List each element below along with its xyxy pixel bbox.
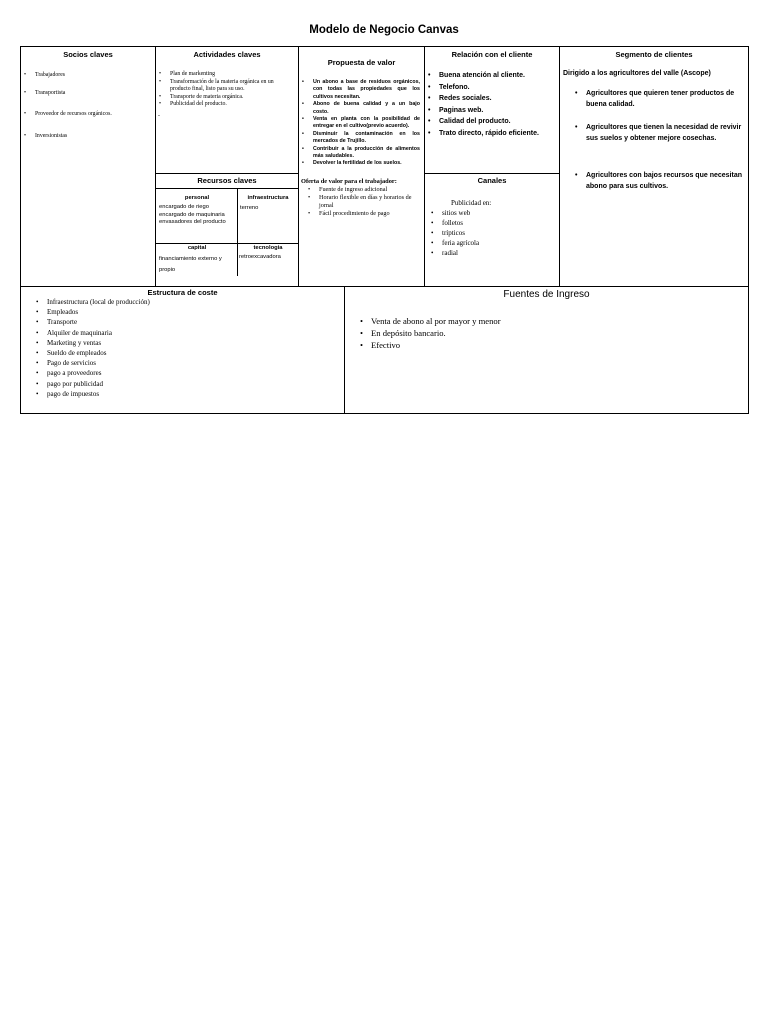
- list-item: • Calidad del producto.: [425, 116, 555, 128]
- canales-block: [424, 173, 560, 287]
- recursos-infra-label: infraestructura: [247, 195, 289, 201]
- costes-list: [21, 297, 344, 399]
- list-item: • trípticos: [428, 228, 559, 238]
- list-item: • En depósito bancario.: [357, 327, 748, 339]
- relacion-heading: Relación con el cliente: [451, 50, 533, 59]
- ingresos-list: [345, 315, 748, 351]
- list-item: • Un abono a base de residuos orgánicos, con todas las propiedades que los cultivos necesitan.: [299, 79, 420, 101]
- list-item: • Devolver la fertilidad de los suelos.: [299, 160, 420, 167]
- ingresos-heading: Fuentes de Ingreso: [503, 289, 590, 300]
- list-item: • Agricultores con bajos recursos que necesitan abono para sus cultivos.: [572, 170, 742, 192]
- list-item: • Proveedor de recursos orgánicos.: [21, 111, 155, 119]
- list-item: • Transporte de materia orgánica.: [156, 94, 292, 102]
- list-item: • Pago de servicios: [33, 358, 344, 368]
- list-item: • Inversionistas: [21, 133, 155, 141]
- oferta-list: [299, 186, 424, 217]
- list-item: • Plan de markenting: [156, 71, 292, 79]
- list-item: • Publicidad del producto.: [156, 101, 292, 109]
- list-item: • pago por publicidad: [33, 379, 344, 389]
- list-item: • Infraestructura (local de producción): [33, 297, 344, 307]
- recursos-divider-top: [155, 188, 299, 189]
- actividades-claves-block: [155, 46, 299, 174]
- list-item: • Sueldo de empleados: [33, 348, 344, 358]
- list-item: • Venta de abono al por mayor y menor: [357, 315, 748, 327]
- list-item: • Fácil procedimiento de pago: [305, 210, 412, 218]
- list-item: • Empleados: [33, 307, 344, 317]
- list-item: • sitios web: [428, 208, 559, 218]
- list-item: • Contribuir a la producción de alimentos más saludables.: [299, 146, 420, 161]
- list-item: • Buena atención al cliente.: [425, 70, 555, 82]
- list-item: • Telefono.: [425, 82, 555, 94]
- segmento-list: [560, 88, 748, 192]
- recursos-divider-middle: [155, 243, 299, 244]
- recursos-tecnologia-label: tecnologia: [253, 245, 283, 251]
- recursos-divider-vertical: [237, 188, 238, 276]
- costes-heading: Estructura de coste: [147, 288, 218, 297]
- list-item: • Agricultores que tienen la necesidad de revivir sus suelos y obtener mejore cosechas.: [572, 122, 742, 144]
- page-title: Modelo de Negocio Canvas: [309, 24, 459, 36]
- canales-heading: Canales: [477, 176, 507, 185]
- list-item: • Transportista: [21, 90, 155, 98]
- recursos-personal-label: personal: [184, 195, 210, 201]
- recursos-infra-text: terreno: [240, 205, 259, 211]
- list-item: • Venta en planta con la posibilidad de entregar en el cultivo(previo acuerdo).: [299, 116, 420, 131]
- list-item: • folletos: [428, 218, 559, 228]
- canales-list: [425, 208, 559, 258]
- fuentes-ingreso-block: [344, 286, 749, 414]
- segmento-clientes-block: [559, 46, 749, 287]
- socios-heading: Socios claves: [63, 50, 113, 59]
- relacion-cliente-block: [424, 46, 560, 174]
- actividades-list: [156, 71, 298, 109]
- list-item: • Abono de buena calidad y a un bajo costo.: [299, 101, 420, 116]
- estructura-coste-block: [20, 286, 345, 414]
- list-item: • feria agrícola: [428, 238, 559, 248]
- recursos-personal-text: encargado de riego encargado de maquinaria envasadores del producto: [159, 204, 226, 226]
- list-item: • Efectivo: [357, 339, 748, 351]
- propuesta-heading: Propuesta de valor: [327, 58, 396, 67]
- oferta-heading: Oferta de valor para el trabajador:: [301, 177, 397, 185]
- list-item: • Trabajadores: [21, 72, 155, 80]
- propuesta-valor-block: [298, 46, 425, 287]
- recursos-heading: Recursos claves: [197, 176, 257, 185]
- segmento-heading: Segmento de clientes: [615, 50, 693, 59]
- list-item: • Redes sociales.: [425, 93, 555, 105]
- list-item: • Horario flexible en días y horarios de jornal: [305, 194, 412, 210]
- list-item: • pago a proveedores: [33, 368, 344, 378]
- relacion-list: [425, 70, 559, 139]
- socios-claves-block: [20, 46, 156, 287]
- list-item: • Paginas web.: [425, 105, 555, 117]
- actividades-heading: Actividades claves: [193, 50, 261, 59]
- recursos-capital-label: capital: [187, 245, 207, 251]
- canales-intro: Publicidad en:: [451, 199, 492, 207]
- list-item: • Trato directo, rápido eficiente.: [425, 128, 555, 140]
- list-item: • radial: [428, 248, 559, 258]
- propuesta-list: [299, 79, 424, 168]
- list-item: • Transporte: [33, 317, 344, 327]
- recursos-capital-text: financiamiento externo y propio: [159, 256, 222, 273]
- list-item: • Disminuir la contaminación en los mercados de Trujillo.: [299, 131, 420, 146]
- list-item: • Agricultores que quieren tener productos de buena calidad.: [572, 88, 742, 110]
- list-item: • Alquiler de maquinaria: [33, 328, 344, 338]
- list-item: • Fuente de ingreso adicional: [305, 186, 412, 194]
- recursos-tecnologia-text: retroexcavadora: [239, 254, 281, 260]
- list-item: • Transformación de la materia orgánica en un producto final, listo para su uso.: [156, 79, 292, 94]
- list-item: • pago de impuestos: [33, 389, 344, 399]
- list-item: • Marketing y ventas: [33, 338, 344, 348]
- segmento-intro: Dirigido a los agricultores del valle (Ascope): [563, 70, 711, 77]
- actividades-dash: -: [158, 112, 160, 119]
- socios-list: [21, 72, 155, 140]
